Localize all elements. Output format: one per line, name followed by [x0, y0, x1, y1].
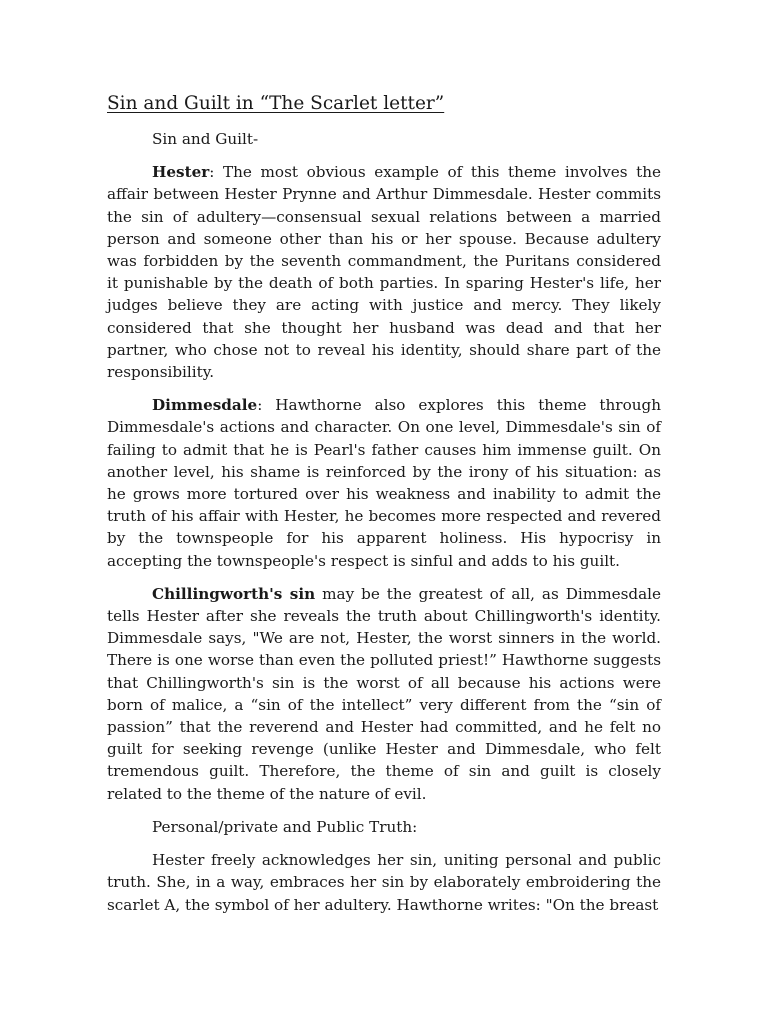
paragraph-truth: Hester freely acknowledges her sin, uniting personal and public truth. She, in a way, embraces her sin by elaborately embroidering the scarlet A, the symbol of her adultery. Hawthorne writes: "On the breast — [107, 851, 661, 914]
paragraph-lead-dimmesdale: Dimmesdale — [152, 396, 258, 415]
paragraph-text-hester: : The most obvious example of this theme involves the affair between Hester Prynne and Arthur Dimmesdale. Hester commits the sin of adultery—consensual sexual relations between a married person and someone other than his or her spouse. Because adultery was forbidden by the seventh commandment, the Puritans considered it punishable by the death of both parties. In sparing Hester's life, her judges believe they are acting with justice and mercy. They likely considered that she thought her husband was dead and that her partner, who chose not to reveal his identity, should share part of the responsibility. — [107, 163, 661, 382]
paragraph-text-chillingworth: may be the greatest of all, as Dimmesdale tells Hester after she reveals the truth about Chillingworth's identity. Dimmesdale says, "We are not, Hester, the worst sinners in the world. There is one worse than even the polluted priest!” Hawthorne suggests that Chillingworth's sin is the worst of all because his actions were born of malice, a “sin of the intellect” very different from the “sin of passion” that the reverend and Hester had committed, and he felt no guilt for seeking revenge (unlike Hester and Dimmesdale, who felt tremendous guilt. Therefore, the theme of sin and guilt is closely related to the theme of the nature of evil. — [107, 584, 661, 803]
section-heading-sin-and-guilt: Sin and Guilt- — [152, 130, 259, 148]
paragraph-lead-hester: Hester — [152, 163, 210, 182]
document-page — [107, 92, 661, 927]
paragraph-lead-chillingworth: Chillingworth's sin — [152, 584, 316, 603]
paragraph-chillingworth — [107, 583, 661, 805]
page-title: Sin and Guilt in “The Scarlet letter” — [107, 93, 445, 114]
paragraph-dimmesdale — [107, 394, 661, 572]
section-heading-public-truth: Personal/private and Public Truth: — [152, 817, 418, 836]
paragraph-text-dimmesdale: : Hawthorne also explores this theme through Dimmesdale's actions and character. On one level, Dimmesdale's sin of failing to admit that he is Pearl's father causes him immense guilt. On another level, his shame is reinforced by the irony of his situation: as he grows more tortured over his weakness and inability to admit the truth of his affair with Hester, he becomes more respected and revered by the townspeople for his apparent holiness. His hypocrisy in accepting the townspeople's respect is sinful and adds to his guilt. — [107, 396, 661, 570]
paragraph-hester — [107, 161, 661, 383]
